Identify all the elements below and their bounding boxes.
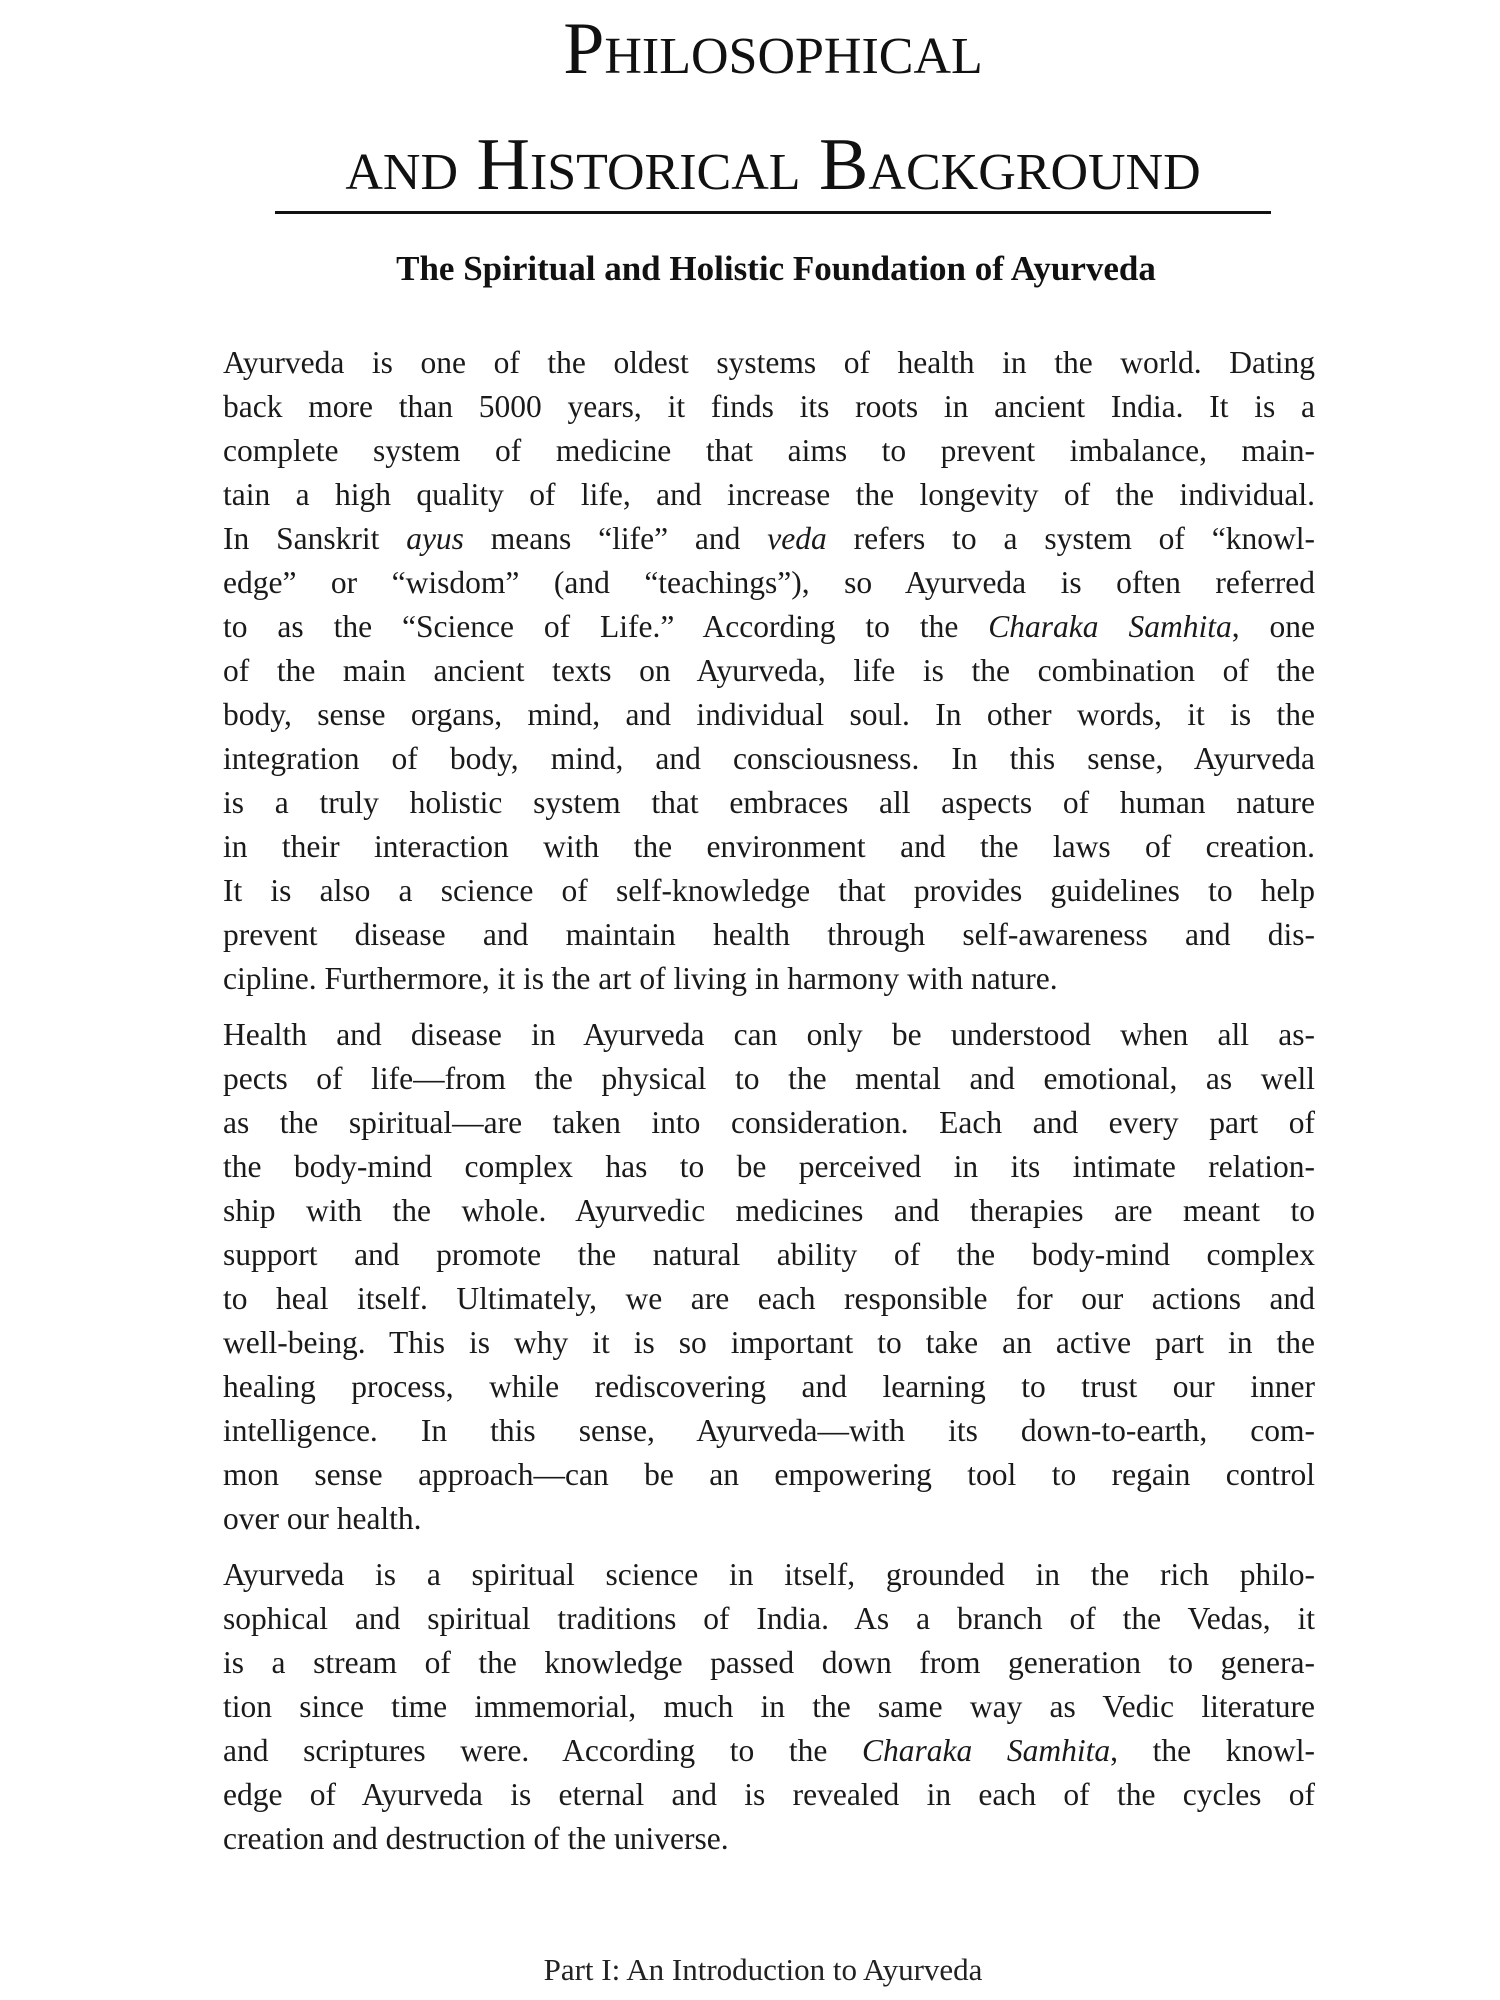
italic-term: veda xyxy=(767,521,827,556)
text-segment: and scriptures were. According to the xyxy=(223,1733,862,1768)
text-segment: pects of life—from the physical to the mental and emotional, as well xyxy=(223,1061,1315,1096)
chapter-title-line-1: Philosophical xyxy=(563,8,983,90)
text-segment: healing process, while rediscovering and learning to trust our inner xyxy=(223,1369,1315,1404)
text-segment: mon sense approach—can be an empowering tool to regain control xyxy=(223,1457,1315,1492)
text-segment: means “life” and xyxy=(463,521,768,556)
body-text xyxy=(223,341,1315,1873)
text-line xyxy=(223,385,1315,429)
text-line xyxy=(223,1101,1315,1145)
paragraph xyxy=(223,1013,1315,1541)
text-segment: is a stream of the knowledge passed down from generation to genera- xyxy=(223,1645,1315,1680)
text-line xyxy=(223,1685,1315,1729)
paragraph xyxy=(223,1553,1315,1861)
text-line xyxy=(223,781,1315,825)
text-line xyxy=(223,1365,1315,1409)
italic-term: Charaka Samhita xyxy=(862,1733,1111,1768)
text-segment: Health and disease in Ayurveda can only be understood when all as- xyxy=(223,1017,1315,1052)
text-line xyxy=(223,737,1315,781)
text-segment: as the spiritual—are taken into consideration. Each and every part of xyxy=(223,1105,1315,1140)
text-line xyxy=(223,1145,1315,1189)
text-line xyxy=(223,957,1315,1001)
text-line xyxy=(223,429,1315,473)
text-segment: edge” or “wisdom” (and “teachings”), so Ayurveda is often referred xyxy=(223,565,1315,600)
text-line xyxy=(223,1409,1315,1453)
text-segment: edge of Ayurveda is eternal and is revealed in each of the cycles of xyxy=(223,1777,1315,1812)
paragraph xyxy=(223,341,1315,1001)
text-line xyxy=(223,1553,1315,1597)
text-segment: intelligence. In this sense, Ayurveda—with its down-to-earth, com- xyxy=(223,1413,1315,1448)
text-segment: cipline. Furthermore, it is the art of living in harmony with nature. xyxy=(223,961,1058,996)
text-segment: In Sanskrit xyxy=(223,521,407,556)
text-segment: complete system of medicine that aims to prevent imbalance, main- xyxy=(223,433,1315,468)
text-line xyxy=(223,1597,1315,1641)
running-footer: Part I: An Introduction to Ayurveda xyxy=(543,1952,983,1987)
text-segment: creation and destruction of the universe. xyxy=(223,1821,729,1856)
text-segment: over our health. xyxy=(223,1501,422,1536)
text-line xyxy=(223,1057,1315,1101)
text-segment: It is also a science of self-knowledge that provides guidelines to help xyxy=(223,873,1315,908)
text-line xyxy=(223,605,1315,649)
text-segment: is a truly holistic system that embraces all aspects of human nature xyxy=(223,785,1315,820)
text-line xyxy=(223,1233,1315,1277)
text-segment: tion since time immemorial, much in the same way as Vedic literature xyxy=(223,1689,1315,1724)
text-line xyxy=(223,1013,1315,1057)
text-line xyxy=(223,825,1315,869)
text-line xyxy=(223,693,1315,737)
text-line xyxy=(223,1817,1315,1861)
text-segment: sophical and spiritual traditions of India. As a branch of the Vedas, it xyxy=(223,1601,1315,1636)
text-segment: of the main ancient texts on Ayurveda, life is the combination of the xyxy=(223,653,1315,688)
text-line xyxy=(223,517,1315,561)
text-line xyxy=(223,1729,1315,1773)
text-line xyxy=(223,1321,1315,1365)
text-segment: , one xyxy=(1231,609,1315,644)
text-segment: back more than 5000 years, it finds its roots in ancient India. It is a xyxy=(223,389,1315,424)
text-segment: , the knowl- xyxy=(1110,1733,1315,1768)
text-line xyxy=(223,1189,1315,1233)
text-line xyxy=(223,1773,1315,1817)
text-segment: tain a high quality of life, and increase the longevity of the individual. xyxy=(223,477,1315,512)
text-line xyxy=(223,341,1315,385)
text-segment: to heal itself. Ultimately, we are each responsible for our actions and xyxy=(223,1281,1315,1316)
italic-term: ayus xyxy=(406,521,464,556)
text-segment: well-being. This is why it is so important to take an active part in the xyxy=(223,1325,1315,1360)
text-segment: to as the “Science of Life.” According to the xyxy=(223,609,989,644)
text-line xyxy=(223,561,1315,605)
text-line xyxy=(223,869,1315,913)
text-line xyxy=(223,1453,1315,1497)
text-line xyxy=(223,1277,1315,1321)
italic-term: Charaka Samhita xyxy=(988,609,1232,644)
text-line xyxy=(223,1641,1315,1685)
text-segment: body, sense organs, mind, and individual soul. In other words, it is the xyxy=(223,697,1315,732)
text-segment: support and promote the natural ability of the body-mind complex xyxy=(223,1237,1315,1272)
text-segment: refers to a system of “knowl- xyxy=(826,521,1315,556)
text-segment: ship with the whole. Ayurvedic medicines and therapies are meant to xyxy=(223,1193,1315,1228)
chapter-subtitle: The Spiritual and Holistic Foundation of Ayurveda xyxy=(396,249,1156,288)
text-line xyxy=(223,1497,1315,1541)
text-segment: Ayurveda is a spiritual science in itself, grounded in the rich philo- xyxy=(223,1557,1315,1592)
text-segment: prevent disease and maintain health through self-awareness and dis- xyxy=(223,917,1315,952)
text-line xyxy=(223,649,1315,693)
title-rule-divider xyxy=(275,211,1271,214)
chapter-title-line-2: and Historical Background xyxy=(345,124,1201,206)
text-segment: Ayurveda is one of the oldest systems of health in the world. Dating xyxy=(223,345,1315,380)
text-segment: in their interaction with the environment and the laws of creation. xyxy=(223,829,1315,864)
text-segment: the body-mind complex has to be perceived in its intimate relation- xyxy=(223,1149,1315,1184)
text-line xyxy=(223,473,1315,517)
text-segment: integration of body, mind, and consciousness. In this sense, Ayurveda xyxy=(223,741,1315,776)
text-line xyxy=(223,913,1315,957)
